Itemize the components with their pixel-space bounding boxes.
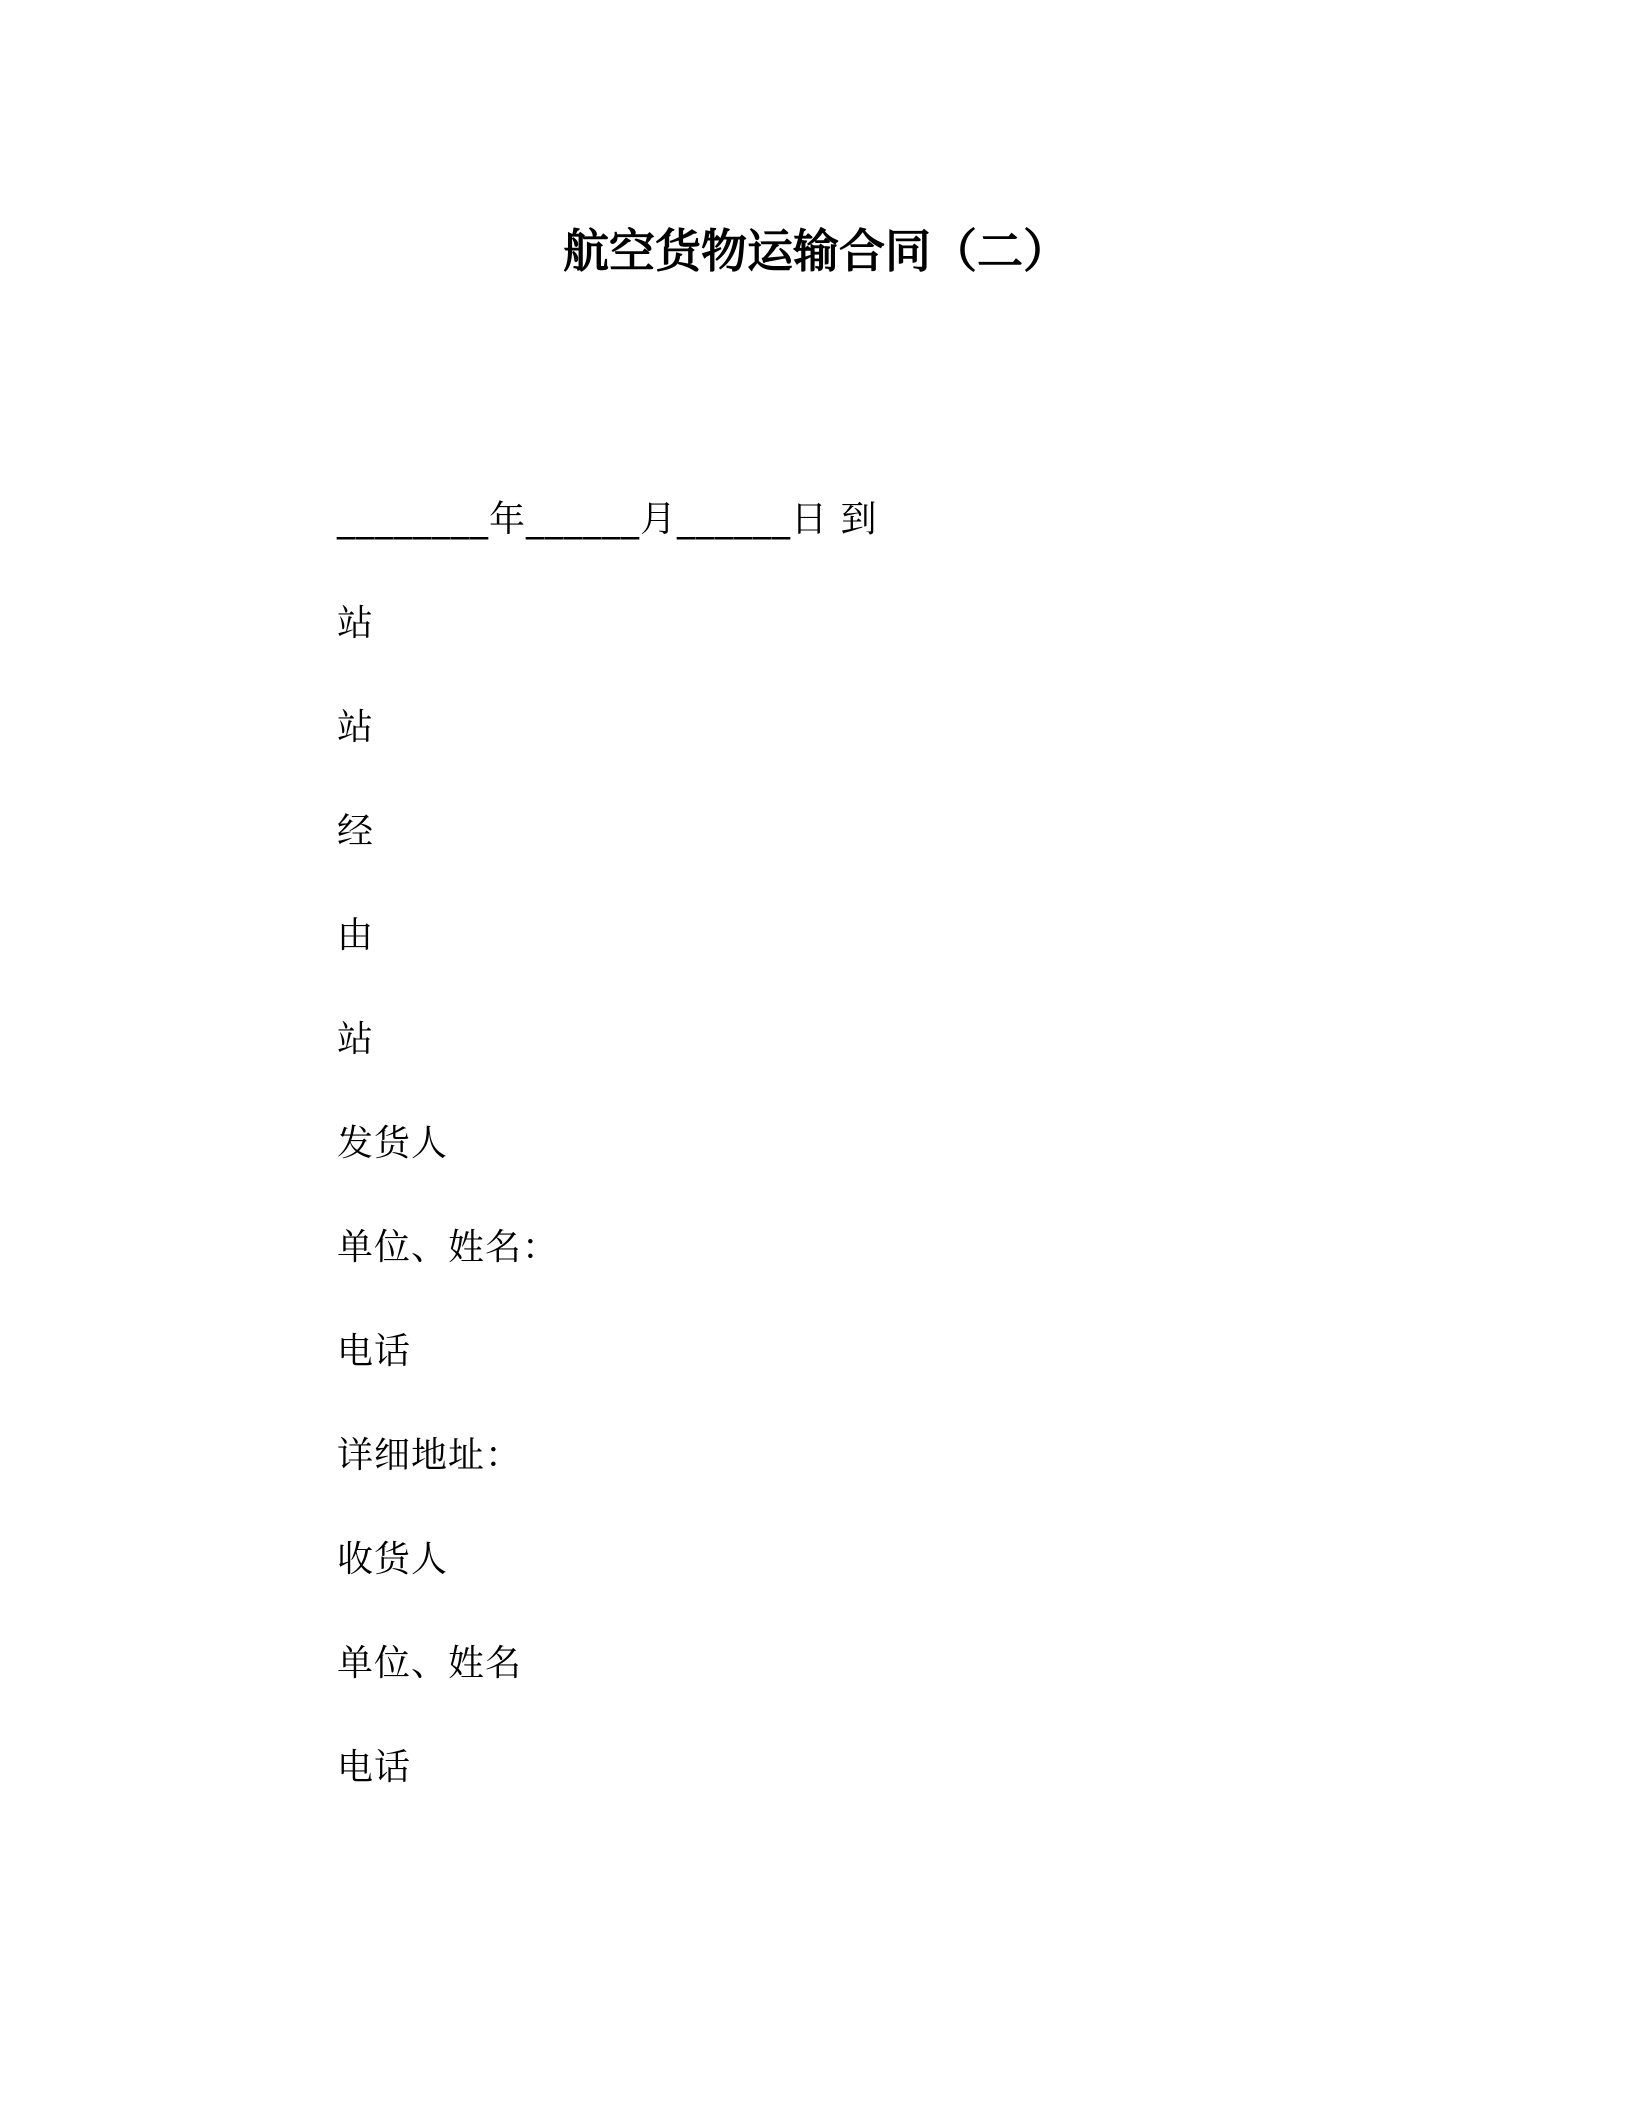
station-line-2: 站 [337,707,375,748]
station-line-1: 站 [337,603,375,644]
consignee-phone-label: 电话 [337,1747,412,1788]
shipper-heading: 发货人 [337,1123,449,1164]
consignee-heading: 收货人 [337,1539,449,1580]
station-line-3: 站 [337,1019,375,1060]
shipper-phone-label: 电话 [337,1331,412,1372]
document-title: 航空货物运输合同（二） [563,224,1069,278]
consignee-name-label: 单位、姓名 [337,1643,523,1684]
shipper-address-label: 详细地址： [337,1435,523,1476]
shipper-name-label: 单位、姓名： [337,1227,560,1268]
via-line: 经 [337,811,375,852]
date-destination-line: ________年______月______日 到 [337,499,878,540]
by-line: 由 [337,915,375,956]
